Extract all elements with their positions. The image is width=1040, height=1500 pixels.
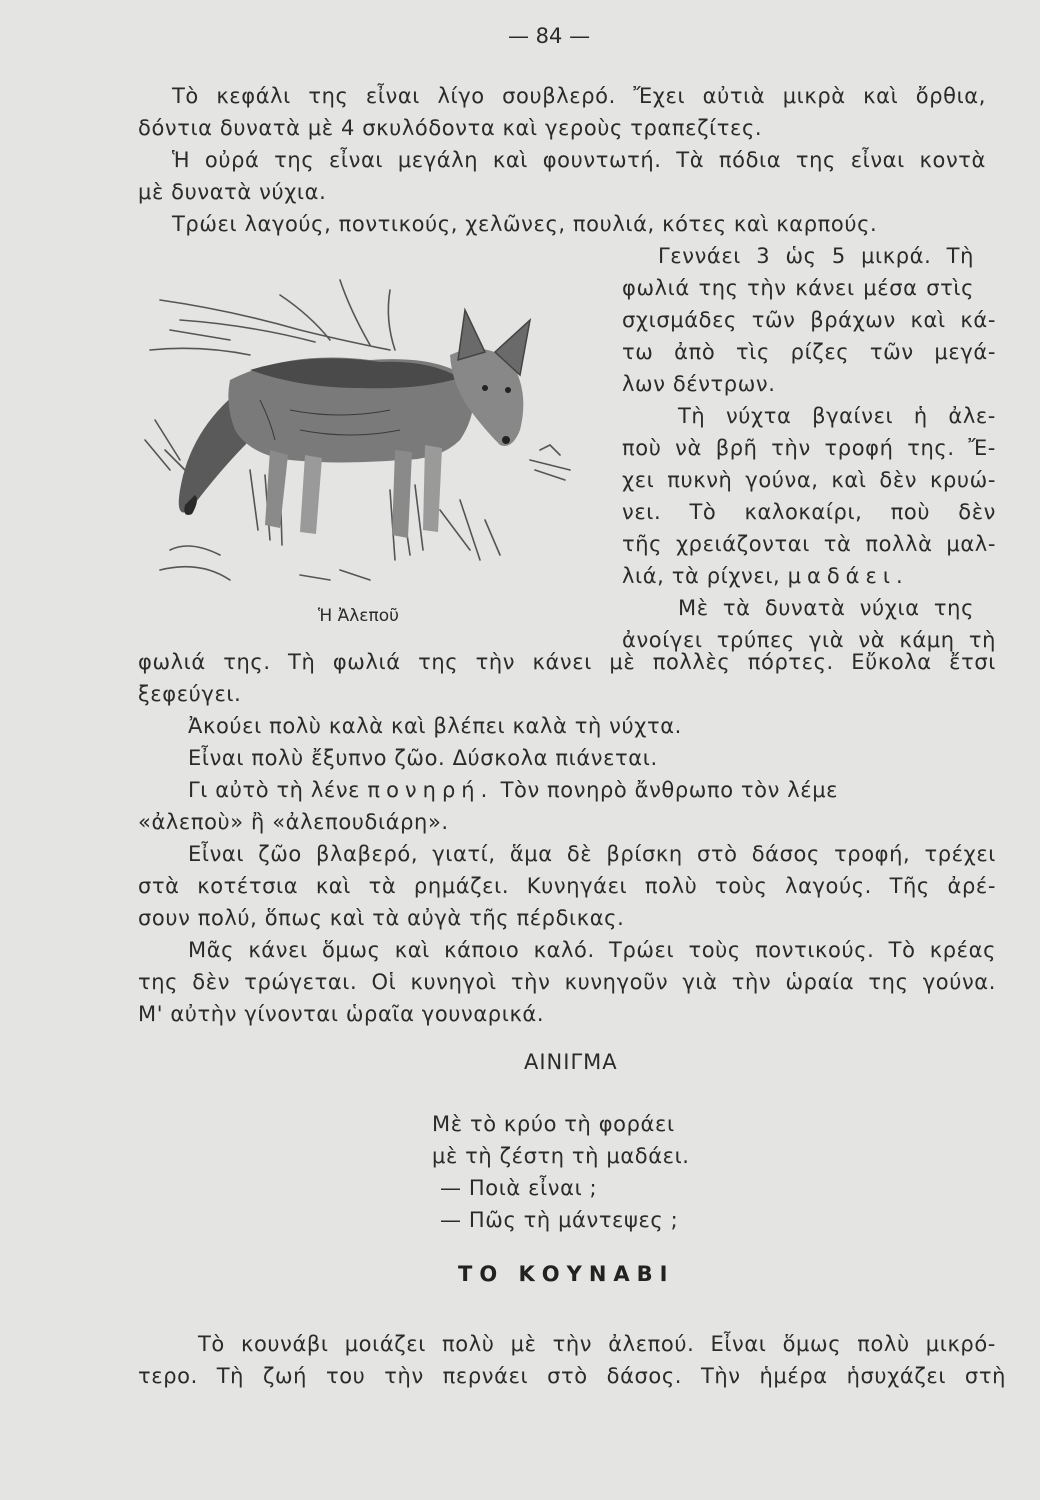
spaced-word: πονηρή. (367, 778, 494, 802)
text-line: Μᾶς κάνει ὅμως καὶ κάποιο καλό. Τρώει τοὺς ποντικούς. Τὸ κρέας (188, 938, 996, 962)
text-line: Εἶναι ζῶο βλαβερό, γιατί, ἅμα δὲ βρίσκη στὸ δάσος τροφή, τρέχει (188, 842, 996, 866)
side-line: φωλιά της τὴν κάνει μέσα στὶς (622, 276, 974, 300)
riddle-line: — Πῶς τὴ μάντεψες ; (440, 1208, 679, 1232)
side-line: λων δέντρων. (622, 372, 776, 396)
text-line (188, 776, 838, 804)
side-line: Μὲ τὰ δυνατὰ νύχια της (678, 596, 974, 620)
fox-illustration (140, 270, 580, 600)
text-line: «ἀλεποὺ» ἢ «ἀλεπουδιάρη». (138, 810, 449, 834)
riddle-line: Μὲ τὸ κρύο τὴ φοράει (432, 1112, 675, 1136)
section-title: ΤΟ ΚΟΥΝΑΒΙ (458, 1262, 675, 1286)
side-line: χει πυκνὴ γούνα, καὶ δὲν κρυώ- (622, 468, 996, 492)
side-line: Γεννάει 3 ὡς 5 μικρά. Τὴ (658, 244, 974, 268)
side-line (622, 562, 909, 590)
side-line: ἀνοίγει τρύπες γιὰ νὰ κάμη τὴ (622, 628, 996, 652)
side-line: νει. Τὸ καλοκαίρι, ποὺ δὲν (622, 500, 996, 524)
text-line: τερο. Τὴ ζωή του τὴν περνάει στὸ δάσος. Τὴν ἡμέρα ἡσυχάζει στὴ (138, 1364, 1006, 1388)
text-line: Ἀκούει πολὺ καλὰ καὶ βλέπει καλὰ τὴ νύχτα. (188, 714, 682, 738)
riddle-line: μὲ τὴ ζέστη τὴ μαδάει. (432, 1144, 690, 1168)
text-line: φωλιά της. Τὴ φωλιά της τὴν κάνει μὲ πολλὲς πόρτες. Εὔκολα ἔτσι (138, 650, 996, 674)
side-line: τῆς χρειάζονται τὰ πολλὰ μαλ- (622, 532, 996, 556)
text-line: σουν πολύ, ὅπως καὶ τὰ αὐγὰ τῆς πέρδικας. (138, 906, 625, 930)
text-line: μὲ δυνατὰ νύχια. (138, 180, 327, 204)
text-line: Τὸ κεφάλι της εἶναι λίγο σουβλερό. Ἔχει αὐτιὰ μικρὰ καὶ ὄρθια, (172, 84, 986, 108)
image-caption: Ἡ Ἀλεποῦ (318, 606, 399, 626)
text-line: Ἡ οὐρά της εἶναι μεγάλη καὶ φουντωτή. Τὰ πόδια της εἶναι κοντὰ (172, 148, 986, 172)
text-segment: Γι αὐτὸ τὴ λένε (188, 778, 361, 802)
text-line: Εἶναι πολὺ ἔξυπνο ζῶο. Δύσκολα πιάνεται. (188, 746, 658, 770)
side-line-text: λιά, τὰ ρίχνει, (622, 564, 781, 588)
page-number: — 84 — (508, 24, 591, 48)
side-line: Τὴ νύχτα βγαίνει ἡ ἀλε- (678, 404, 996, 428)
text-line: Τρώει λαγούς, ποντικούς, χελῶνες, πουλιά, κότες καὶ καρπούς. (172, 212, 878, 236)
text-line: ξεφεύγει. (138, 682, 242, 706)
text-line: Τὸ κουνάβι μοιάζει πολὺ μὲ τὴν ἀλεπού. Εἶναι ὅμως πολὺ μικρό- (198, 1332, 996, 1356)
side-line: σχισμάδες τῶν βράχων καὶ κά- (622, 308, 996, 332)
side-line: τω ἀπὸ τὶς ρίζες τῶν μεγά- (622, 340, 996, 364)
spaced-word: μαδάει. (787, 564, 909, 588)
text-line: Μ' αὐτὴν γίνονται ὡραῖα γουναρικά. (138, 1002, 545, 1026)
side-line: ποὺ νὰ βρῆ τὴν τροφή της. Ἔ- (622, 436, 996, 460)
riddle-line: — Ποιὰ εἶναι ; (440, 1176, 598, 1200)
text-segment: Τὸν πονηρὸ ἄνθρωπο τὸν λέμε (500, 778, 839, 802)
riddle-title: ΑΙΝΙΓΜΑ (524, 1050, 618, 1074)
text-line: στὰ κοτέτσια καὶ τὰ ρημάζει. Κυνηγάει πολὺ τοὺς λαγούς. Τῆς ἀρέ- (138, 874, 996, 898)
text-line: της δὲν τρώγεται. Οἱ κυνηγοὶ τὴν κυνηγοῦν γιὰ τὴν ὡραία της γούνα. (138, 970, 996, 994)
text-line: δόντια δυνατὰ μὲ 4 σκυλόδοντα καὶ γεροὺς τραπεζίτες. (138, 116, 763, 140)
